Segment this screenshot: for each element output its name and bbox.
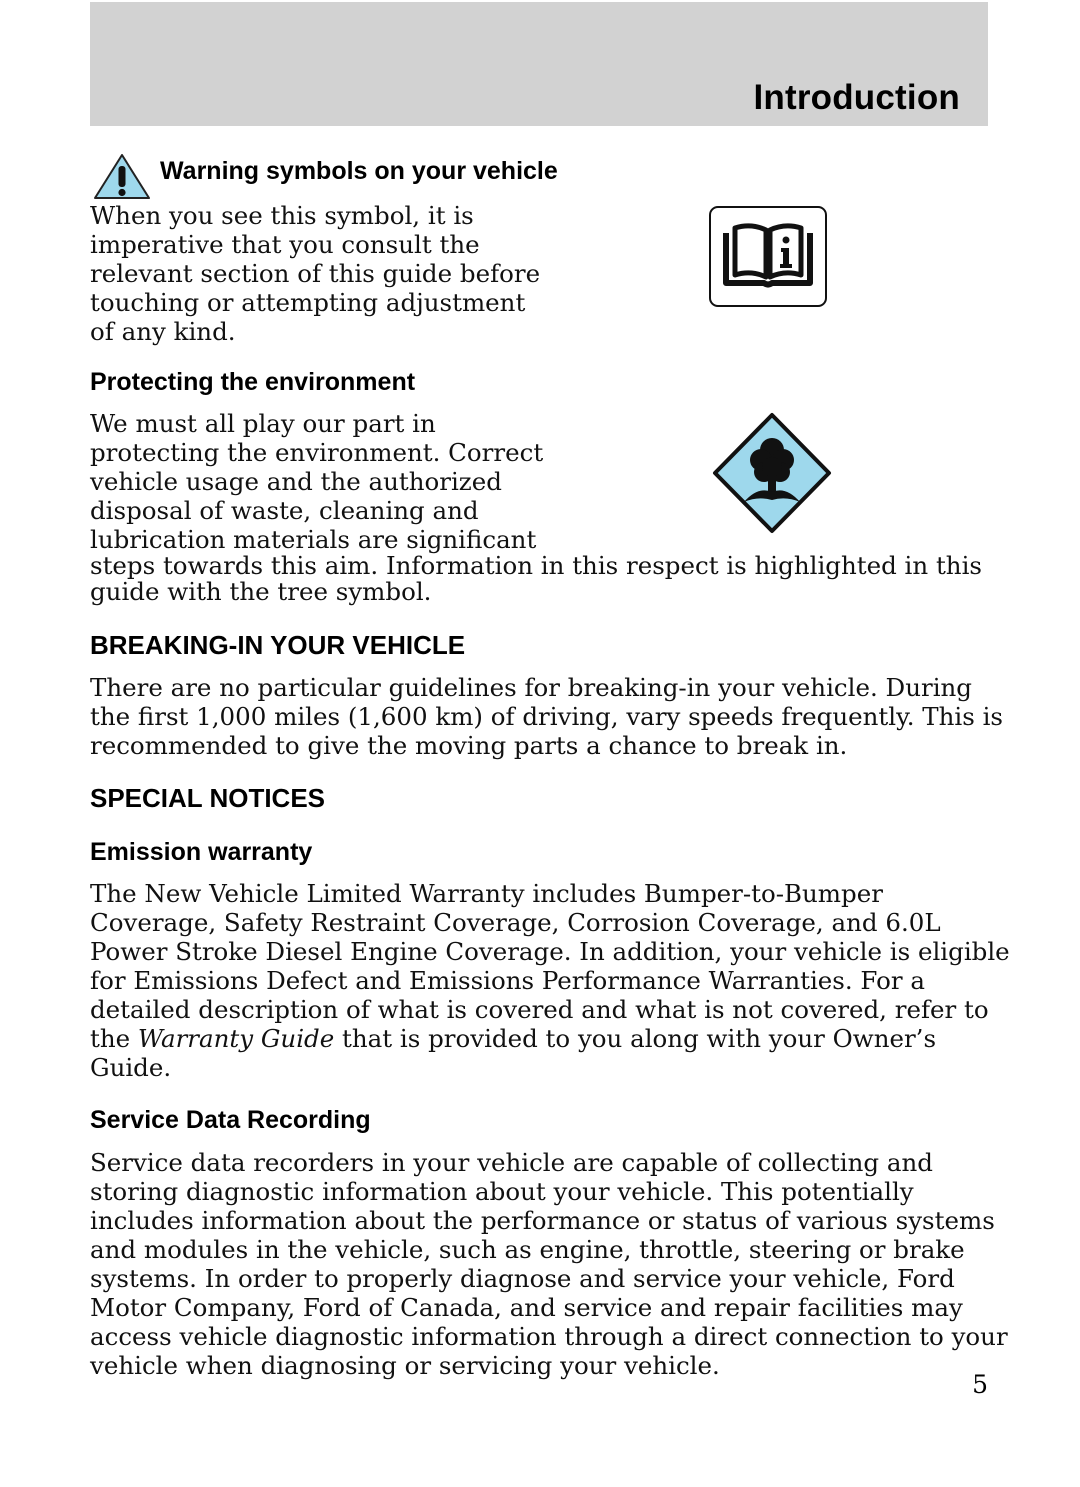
text-line: access vehicle diagnostic information through a direct connection to your bbox=[90, 1322, 1008, 1351]
text-line: lubrication materials are significant bbox=[90, 525, 537, 554]
emission-warranty-heading: Emission warranty bbox=[90, 838, 313, 866]
header-band bbox=[90, 2, 988, 126]
text-line: of any kind. bbox=[90, 317, 236, 346]
page-title: Introduction bbox=[753, 78, 960, 117]
text-line: steps towards this aim. Information in this respect is highlighted in this bbox=[90, 551, 982, 580]
environment-text-narrow bbox=[90, 409, 543, 554]
text-line: protecting the environment. Correct bbox=[90, 438, 544, 467]
text-line: Motor Company, Ford of Canada, and service and repair facilities may bbox=[90, 1293, 963, 1322]
text-line: the first 1,000 miles (1,600 km) of driving, vary speeds frequently. This is bbox=[90, 702, 1003, 731]
page-number: 5 bbox=[972, 1370, 988, 1399]
text-line: The New Vehicle Limited Warranty includes Bumper-to-Bumper bbox=[90, 879, 883, 908]
special-notices-heading: SPECIAL NOTICES bbox=[90, 783, 326, 813]
text-line: Guide. bbox=[90, 1053, 172, 1082]
text-line: detailed description of what is covered and what is not covered, refer to bbox=[90, 995, 989, 1024]
text-line bbox=[90, 1024, 1010, 1053]
text-line: storing diagnostic information about your vehicle. This potentially bbox=[90, 1177, 914, 1206]
text-line: Power Stroke Diesel Engine Coverage. In addition, your vehicle is eligible bbox=[90, 937, 1010, 966]
text-line: disposal of waste, cleaning and bbox=[90, 496, 479, 525]
warning-triangle-icon bbox=[92, 152, 152, 205]
text-line: There are no particular guidelines for breaking-in your vehicle. During bbox=[90, 673, 972, 702]
text-fragment: the bbox=[90, 1024, 138, 1053]
text-line: and modules in the vehicle, such as engine, throttle, steering or brake bbox=[90, 1235, 965, 1264]
text-line: systems. In order to properly diagnose and service your vehicle, Ford bbox=[90, 1264, 955, 1293]
service-data-text bbox=[90, 1148, 1008, 1380]
text-line: We must all play our part in bbox=[90, 409, 436, 438]
warning-section-text bbox=[90, 201, 540, 346]
text-line: touching or attempting adjustment bbox=[90, 288, 526, 317]
breaking-in-heading: BREAKING-IN YOUR VEHICLE bbox=[90, 630, 466, 660]
text-line: Service data recorders in your vehicle are capable of collecting and bbox=[90, 1148, 933, 1177]
text-line: includes information about the performance or status of various systems bbox=[90, 1206, 995, 1235]
text-line: vehicle usage and the authorized bbox=[90, 467, 502, 496]
tree-environment-icon bbox=[712, 412, 832, 539]
text-fragment: that is provided to you along with your Owner’s bbox=[334, 1024, 937, 1053]
text-line: guide with the tree symbol. bbox=[90, 577, 432, 606]
warning-section-heading: Warning symbols on your vehicle bbox=[160, 157, 558, 185]
owner-manual-book-icon bbox=[709, 206, 827, 312]
environment-text-wide bbox=[90, 553, 982, 605]
service-data-heading: Service Data Recording bbox=[90, 1106, 371, 1134]
emission-warranty-text bbox=[90, 879, 1010, 1082]
warranty-guide-title: Warranty Guide bbox=[137, 1024, 335, 1053]
text-line: vehicle when diagnosing or servicing your vehicle. bbox=[90, 1351, 720, 1380]
text-line: Coverage, Safety Restraint Coverage, Corrosion Coverage, and 6.0L bbox=[90, 908, 941, 937]
text-line: recommended to give the moving parts a chance to break in. bbox=[90, 731, 848, 760]
environment-section-heading: Protecting the environment bbox=[90, 368, 416, 396]
text-line: imperative that you consult the bbox=[90, 230, 480, 259]
text-line: relevant section of this guide before bbox=[90, 259, 541, 288]
breaking-in-text bbox=[90, 673, 1003, 760]
text-line: for Emissions Defect and Emissions Performance Warranties. For a bbox=[90, 966, 925, 995]
text-line: When you see this symbol, it is bbox=[90, 201, 474, 230]
